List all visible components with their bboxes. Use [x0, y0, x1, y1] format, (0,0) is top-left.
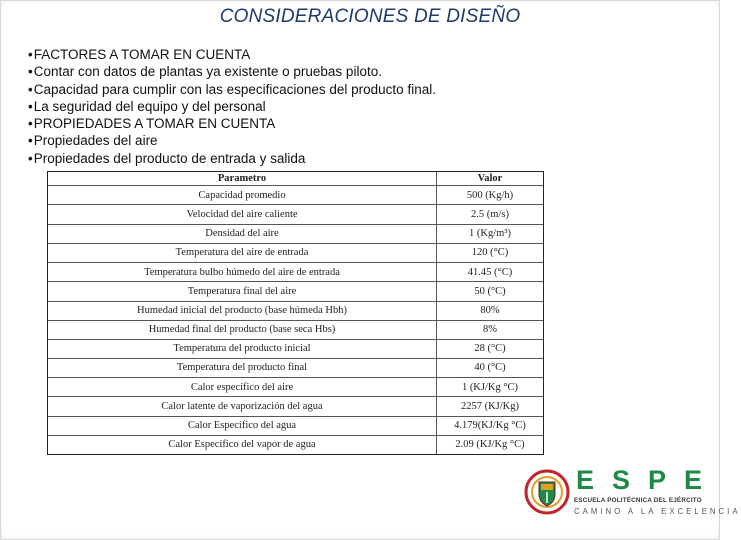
parameters-table-container	[47, 171, 544, 455]
param-cell: Temperatura bulbo húmedo del aire de entrada	[48, 263, 437, 282]
param-cell: Temperatura del producto inicial	[48, 339, 437, 358]
brand-subtitle: ESCUELA POLITÉCNICA DEL EJÉRCITO	[574, 497, 702, 504]
value-cell: 2257 (KJ/Kg)	[437, 397, 544, 416]
value-cell: 2.09 (KJ/Kg °C)	[437, 435, 544, 454]
param-cell: Humedad final del producto (base seca Hbs)	[48, 320, 437, 339]
value-cell: 1 (KJ/Kg °C)	[437, 378, 544, 397]
parameters-table	[48, 172, 543, 454]
bullet-item: • La seguridad del equipo y del personal	[28, 98, 436, 115]
bullet-list	[28, 46, 436, 167]
column-header-parametro: Parametro	[48, 172, 437, 186]
table-row	[48, 378, 543, 397]
column-header-valor: Valor	[437, 172, 544, 186]
brand-name: ESPE	[576, 465, 721, 495]
param-cell: Calor Específico del vapor de agua	[168, 439, 316, 451]
param-cell: Temperatura del aire de entrada	[48, 243, 437, 262]
value-cell: 40 (°C)	[437, 358, 544, 377]
value-cell: 8%	[437, 320, 544, 339]
table-row	[48, 416, 543, 435]
value-cell: 2.5 (m/s)	[437, 205, 544, 224]
value-cell: 500 (Kg/h)	[437, 186, 544, 205]
value-cell: 50 (°C)	[437, 282, 544, 301]
table-row	[48, 339, 543, 358]
param-cell: Capacidad promedio	[48, 186, 437, 205]
table-row	[48, 282, 543, 301]
bullet-item: • Capacidad para cumplir con las especificaciones del producto final.	[28, 81, 436, 98]
table-row	[48, 320, 543, 339]
param-cell: Calor latente de vaporización del agua	[48, 397, 437, 416]
table-row	[48, 435, 543, 454]
param-cell: Humedad inicial del producto (base húmeda Hbh)	[48, 301, 437, 320]
espe-logo	[524, 464, 741, 524]
table-row	[48, 301, 543, 320]
value-cell: 120 (°C)	[437, 243, 544, 262]
value-cell: 4.179(KJ/Kg °C)	[437, 416, 544, 435]
param-cell: Temperatura final del aire	[48, 282, 437, 301]
table-header-row	[48, 172, 543, 186]
param-cell: Calor específico del aire	[48, 378, 437, 397]
param-cell: Temperatura del producto final	[48, 358, 437, 377]
slide-title: CONSIDERACIONES DE DISEÑO	[219, 6, 521, 27]
value-cell: 28 (°C)	[437, 339, 544, 358]
table-row	[48, 263, 543, 282]
bullet-item: • Propiedades del aire	[28, 132, 436, 149]
param-cell: Densidad del aire	[48, 224, 437, 243]
value-cell: 80%	[437, 301, 544, 320]
param-cell: Calor Específico del agua	[48, 416, 437, 435]
shield-seal-icon	[524, 468, 570, 516]
brand-motto: CAMINO A LA EXCELENCIA	[574, 507, 741, 516]
table-row	[48, 205, 543, 224]
param-cell: Velocidad del aire caliente	[48, 205, 437, 224]
value-cell: 1 (Kg/m³)	[437, 224, 544, 243]
table-row	[48, 243, 543, 262]
value-cell: 41.45 (°C)	[437, 263, 544, 282]
table-row	[48, 358, 543, 377]
bullet-item: • Contar con datos de plantas ya existente o pruebas piloto.	[28, 63, 436, 80]
table-row	[48, 186, 543, 205]
bullet-item: • PROPIEDADES A TOMAR EN CUENTA	[28, 115, 436, 132]
bullet-item: • Propiedades del producto de entrada y salida	[28, 150, 436, 167]
table-row	[48, 224, 543, 243]
bullet-item: • FACTORES A TOMAR EN CUENTA	[28, 46, 436, 63]
table-row	[48, 397, 543, 416]
